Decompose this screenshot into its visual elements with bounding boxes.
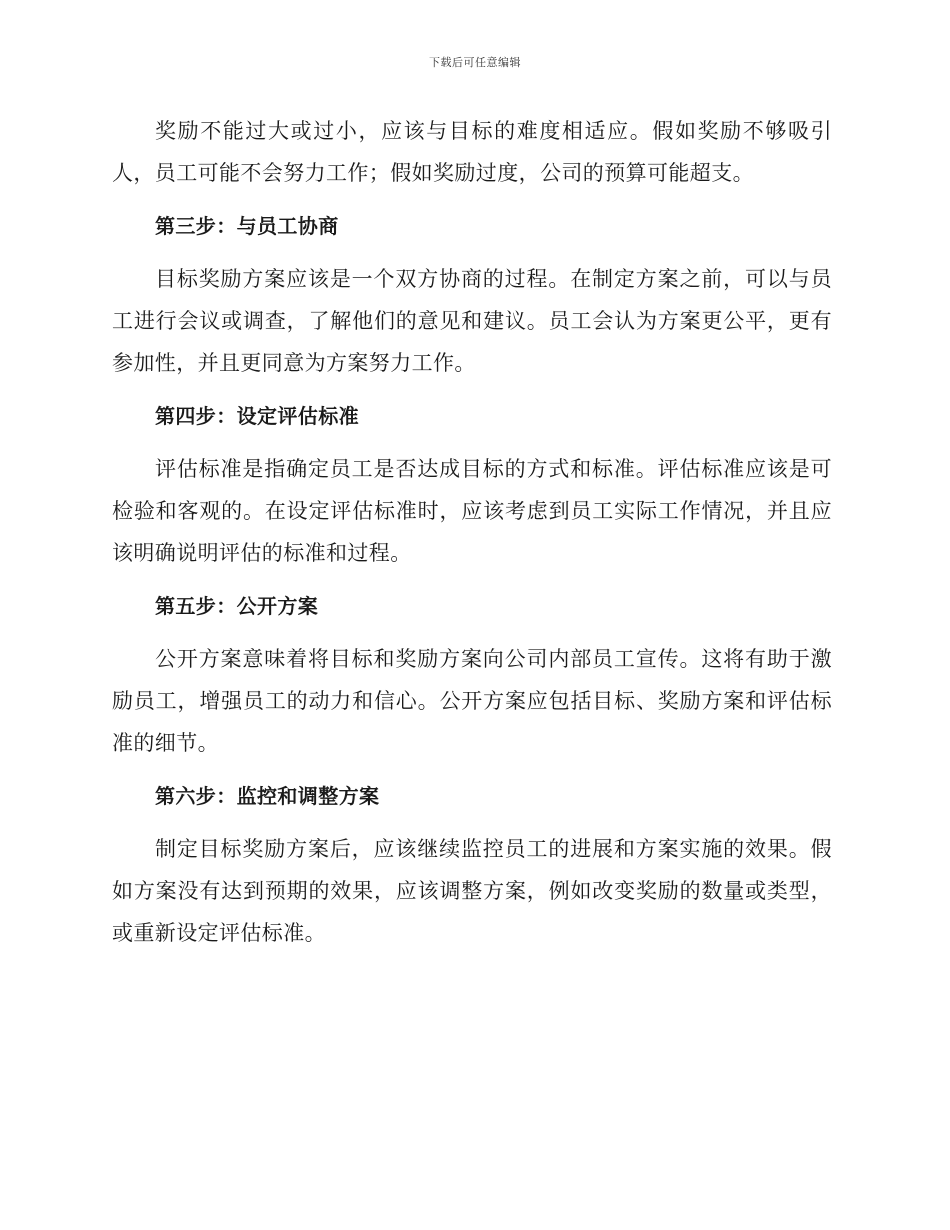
heading-step-four: 第四步：设定评估标准 [155, 404, 359, 428]
paragraph-monitor-adjust: 制定目标奖励方案后，应该继续监控员工的进展和方案实施的效果。假如方案没有达到预期的效果，应该调整方案，例如改变奖励的数量或类型，或重新设定评估标准。 [112, 837, 832, 945]
document-body [112, 110, 832, 965]
heading-step-six: 第六步：监控和调整方案 [155, 784, 380, 808]
paragraph-publicize-plan: 公开方案意味着将目标和奖励方案向公司内部员工宣传。这将有助于激励员工，增强员工的动力和信心。公开方案应包括目标、奖励方案和评估标准的细节。 [112, 647, 832, 755]
heading-step-five: 第五步：公开方案 [155, 594, 319, 618]
header-note: 下载后可任意编辑 [429, 56, 521, 69]
paragraph-evaluation-criteria: 评估标准是指确定员工是否达成目标的方式和标准。评估标准应该是可检验和客观的。在设定评估标准时，应该考虑到员工实际工作情况，并且应该明确说明评估的标准和过程。 [112, 457, 832, 565]
paragraph-reward-size: 奖励不能过大或过小，应该与目标的难度相适应。假如奖励不够吸引人，员工可能不会努力工作；假如奖励过度，公司的预算可能超支。 [112, 119, 832, 185]
paragraph-negotiation: 目标奖励方案应该是一个双方协商的过程。在制定方案之前，可以与员工进行会议或调查，了解他们的意见和建议。员工会认为方案更公平，更有参加性，并且更同意为方案努力工作。 [112, 267, 832, 375]
heading-step-three: 第三步：与员工协商 [155, 214, 339, 238]
